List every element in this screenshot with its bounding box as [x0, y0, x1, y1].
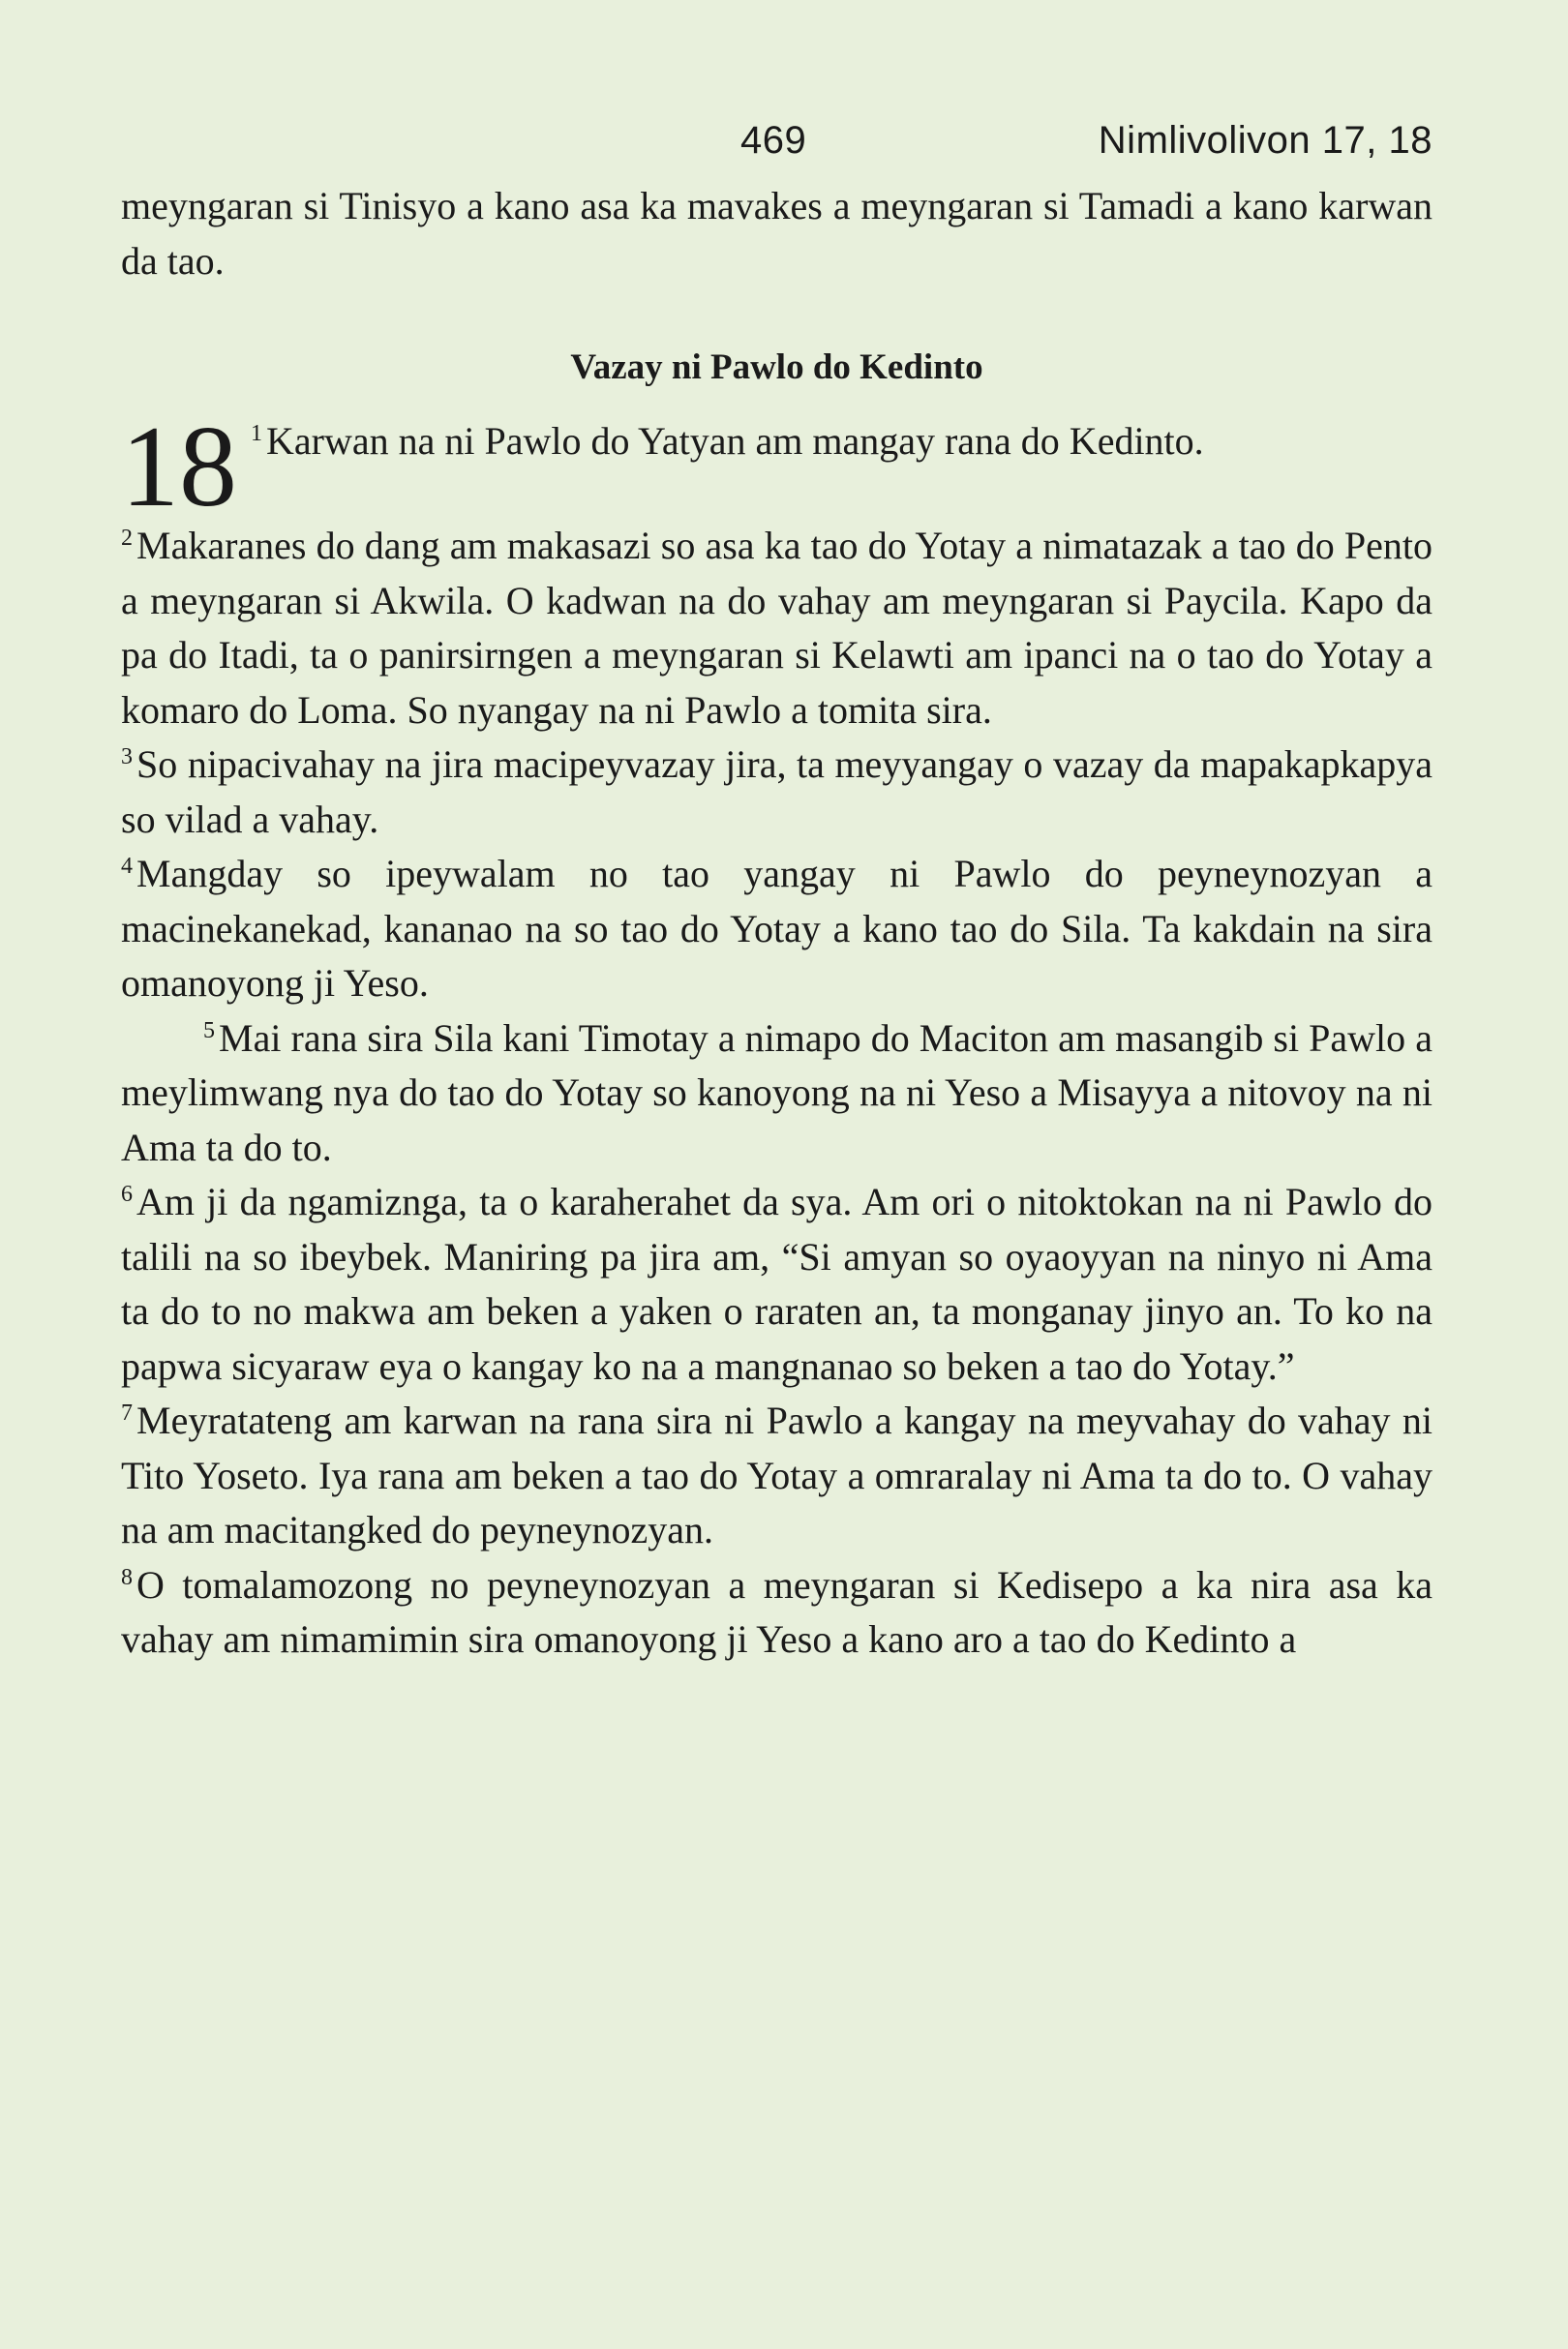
verse-text: Meyratateng am karwan na rana sira ni Pawlo a kangay na meyvahay do vahay ni Tito Yoseto. Iya rana am beken a tao do Yotay a omraralay ni Ama ta do to. O vahay na am macitangked do peyneynozyan. — [121, 1399, 1432, 1551]
verse — [121, 738, 1432, 847]
body-text — [121, 179, 1432, 1668]
running-header — [121, 111, 1432, 179]
book-reference: Nimlivolivon 17, 18 — [1098, 119, 1432, 162]
verse-text: Mangday so ipeywalam no tao yangay ni Pawlo do peyneynozyan a macinekanekad, kananao na so tao do Yotay a kano tao do Sila. Ta kakdain na sira omanoyong ji Yeso. — [121, 852, 1432, 1005]
verse-text: O tomalamozong no peyneynozyan a meyngaran si Kedisepo a ka nira asa ka vahay am nimamimin sira omanoyong ji Yeso a kano aro a tao do Kedinto a — [121, 1562, 1432, 1661]
verse-text: Karwan na ni Pawlo do Yatyan am mangay rana do Kedinto. — [266, 419, 1204, 463]
page-number: 469 — [740, 119, 807, 162]
verse-number: 7 — [121, 1400, 133, 1426]
verse — [121, 1558, 1432, 1668]
chapter-number: 18 — [121, 402, 237, 530]
verse-text: Am ji da ngamiznga, ta o karaherahet da sya. Am ori o nitoktokan na ni Pawlo do talili na so ibeybek. Maniring pa jira am, “Si amyan so oyaoyyan na ninyo ni Ama ta do to no makwa am beken a yaken o raraten an, ta monganay jinyo an. To ko na papwa sicyaraw eya o kangay ko na a mangnanao so beken a tao do Yotay.” — [121, 1180, 1432, 1388]
section-title: Vazay ni Pawlo do Kedinto — [570, 347, 983, 387]
verse-number: 6 — [121, 1182, 133, 1207]
verse-text: Makaranes do dang am makasazi so asa ka tao do Yotay a nimatazak a tao do Pento a meyngaran si Akwila. O kadwan na do vahay am meyngaran si Paycila. Kapo da pa do Itadi, ta o panirsirngen a meyngaran si Kelawti am ipanci na o tao do Yotay a komaro do Loma. So nyangay na ni Pawlo a tomita sira. — [121, 524, 1432, 732]
continuation-paragraph: meyngaran si Tinisyo a kano asa ka mavakes a meyngaran si Tamadi a kano karwan da tao. — [121, 184, 1432, 283]
verse — [121, 519, 1432, 738]
verse-number: 5 — [203, 1017, 215, 1043]
verse — [121, 1175, 1432, 1394]
verse — [121, 414, 1432, 469]
verse-number: 2 — [121, 526, 133, 551]
verse-number: 1 — [251, 421, 262, 446]
verse — [121, 1011, 1432, 1176]
verse-number: 8 — [121, 1564, 133, 1590]
verse-text: So nipacivahay na jira macipeyvazay jira, ta meyyangay o vazay da mapakapkapya so vilad a vahay. — [121, 742, 1432, 841]
chapter-start — [121, 402, 1432, 530]
verse — [121, 847, 1432, 1011]
book-page — [121, 111, 1432, 2318]
verse-number: 3 — [121, 744, 133, 769]
verse — [121, 1394, 1432, 1558]
verse-number: 4 — [121, 854, 133, 879]
verse-text: Mai rana sira Sila kani Timotay a nimapo do Maciton am masangib si Pawlo a meylimwang nya do tao do Yotay so kanoyong na ni Yeso a Misayya a nitovoy na ni Ama ta do to. — [121, 1015, 1432, 1169]
